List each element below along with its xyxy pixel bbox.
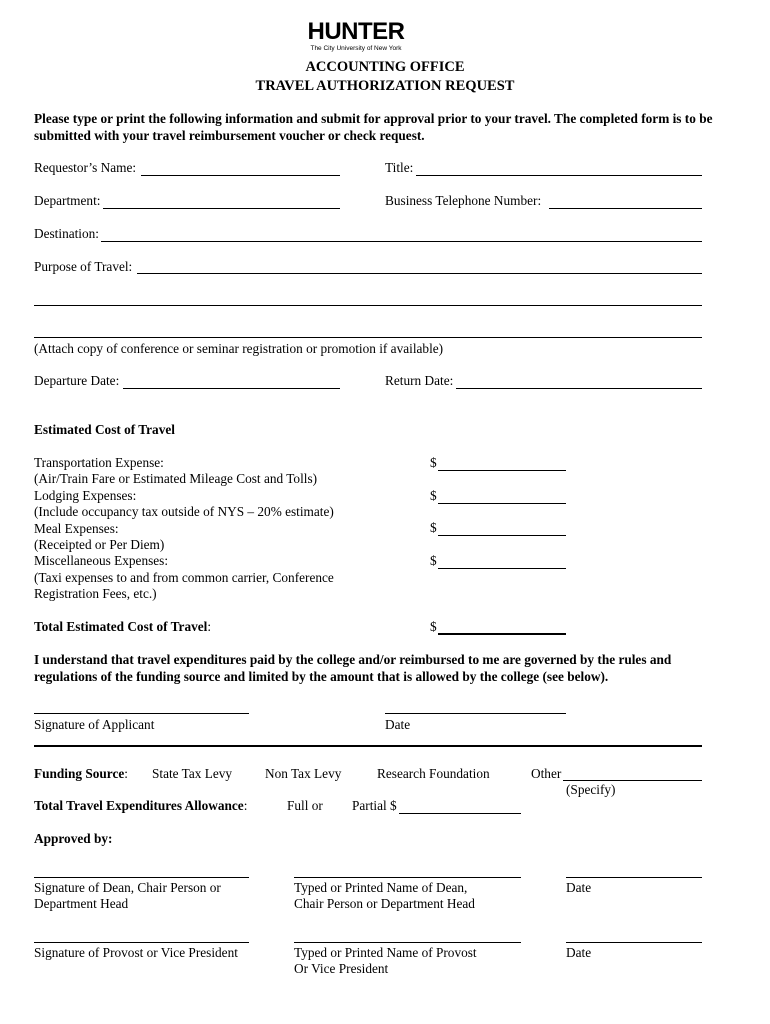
attach-note: (Attach copy of conference or seminar registration or promotion if available) <box>34 341 444 356</box>
applicant-signature-field[interactable] <box>34 697 249 714</box>
department-field[interactable] <box>103 192 340 209</box>
requestor-name-field[interactable] <box>141 159 340 176</box>
dean-date-field[interactable] <box>566 861 702 878</box>
funding-source-label <box>34 766 128 782</box>
misc-amount-field[interactable] <box>438 552 566 569</box>
provost-date-label: Date <box>566 945 592 960</box>
funding-option-other[interactable]: Other <box>531 766 562 781</box>
funding-specify-label: (Specify) <box>566 782 616 797</box>
estimated-cost-heading: Estimated Cost of Travel <box>34 422 175 437</box>
funding-source-text: Funding Source <box>34 766 125 781</box>
title-field[interactable] <box>416 159 702 176</box>
dean-signature-label-line-2: Department Head <box>34 896 129 912</box>
provost-name-label <box>294 945 477 978</box>
dean-signature-label <box>34 880 221 913</box>
applicant-signature-label: Signature of Applicant <box>34 717 155 732</box>
dean-name-label-line-2: Chair Person or Department Head <box>294 896 475 912</box>
funding-option-non-tax-levy[interactable]: Non Tax Levy <box>265 766 342 781</box>
meal-label: Meal Expenses: <box>34 520 119 536</box>
lodging-amount-field[interactable] <box>438 487 566 504</box>
requestor-name-label: Requestor’s Name: <box>34 160 137 175</box>
applicant-date-label: Date <box>385 717 411 732</box>
approved-by-heading: Approved by: <box>34 831 113 846</box>
transportation-note: (Air/Train Fare or Estimated Mileage Cost and Tolls) <box>34 471 318 487</box>
dean-name-label <box>294 880 475 913</box>
acknowledgement-statement: I understand that travel expenditures paid by the college and/or reimbursed to me are governed by the rules and regulations of the funding source and limited by the amount that is allowed by the college (see below). <box>34 652 672 684</box>
provost-name-label-line-1: Typed or Printed Name of Provost <box>294 945 477 960</box>
purpose-field-line-2[interactable] <box>34 289 702 306</box>
cost-items <box>34 455 334 603</box>
lodging-label: Lodging Expenses: <box>34 487 137 503</box>
meal-currency: $ <box>430 520 437 535</box>
funding-other-field[interactable] <box>563 764 702 781</box>
provost-name-label-line-2: Or Vice President <box>294 961 389 977</box>
total-currency: $ <box>430 619 437 634</box>
purpose-field-line-3[interactable] <box>34 321 702 338</box>
misc-label: Miscellaneous Expenses: <box>34 553 169 569</box>
total-cost-text: Total Estimated Cost of Travel <box>34 619 208 634</box>
misc-note-2: Registration Fees, etc.) <box>34 586 157 602</box>
provost-signature-field[interactable] <box>34 926 249 943</box>
allowance-colon: : <box>243 798 248 813</box>
meal-amount-field[interactable] <box>438 519 566 536</box>
dean-signature-field[interactable] <box>34 861 249 878</box>
provost-name-field[interactable] <box>294 926 521 943</box>
funding-option-state-tax-levy[interactable]: State Tax Levy <box>152 766 233 781</box>
lodging-currency: $ <box>430 488 437 503</box>
purpose-label: Purpose of Travel: <box>34 259 133 274</box>
transportation-label: Transportation Expense: <box>34 455 164 470</box>
purpose-field-line-1[interactable] <box>137 257 702 274</box>
allowance-full-or[interactable]: Full or <box>287 798 323 813</box>
departure-date-label: Departure Date: <box>34 373 120 388</box>
dean-name-field[interactable] <box>294 861 521 878</box>
funding-option-research-foundation[interactable]: Research Foundation <box>377 766 490 781</box>
dean-date-label: Date <box>566 880 592 895</box>
misc-note-1: (Taxi expenses to and from common carrier, Conference <box>34 569 334 585</box>
total-cost-colon: : <box>207 619 212 634</box>
logo-subtitle: The City University of New York <box>310 45 402 52</box>
form-title: TRAVEL AUTHORIZATION REQUEST <box>255 78 515 94</box>
transportation-currency: $ <box>430 455 437 470</box>
hunter-logo <box>300 20 412 53</box>
departure-date-field[interactable] <box>123 372 340 389</box>
meal-note: (Receipted or Per Diem) <box>34 537 165 553</box>
dean-name-label-line-1: Typed or Printed Name of Dean, <box>294 880 468 895</box>
business-phone-field[interactable] <box>549 192 702 209</box>
section-divider <box>34 745 702 747</box>
logo-wordmark: HUNTER <box>307 18 405 45</box>
return-date-field[interactable] <box>456 372 702 389</box>
total-amount-field[interactable] <box>438 617 566 635</box>
partial-amount-field[interactable] <box>399 797 521 814</box>
allowance-label <box>34 798 247 814</box>
department-label: Department: <box>34 193 101 208</box>
business-phone-label: Business Telephone Number: <box>385 193 542 208</box>
provost-signature-label: Signature of Provost or Vice President <box>34 945 238 960</box>
provost-date-field[interactable] <box>566 926 702 943</box>
office-title: ACCOUNTING OFFICE <box>305 59 465 75</box>
destination-label: Destination: <box>34 226 99 241</box>
lodging-note: (Include occupancy tax outside of NYS – 20% estimate) <box>34 504 334 520</box>
return-date-label: Return Date: <box>385 373 454 388</box>
misc-currency: $ <box>430 553 437 568</box>
dean-signature-label-line-1: Signature of Dean, Chair Person or <box>34 880 221 895</box>
intro-instructions: Please type or print the following information and submit for approval prior to your travel. The completed form is to be submitted with your travel reimbursement voucher or check request. <box>34 111 713 143</box>
applicant-date-field[interactable] <box>385 697 566 714</box>
allowance-partial[interactable]: Partial $ <box>352 798 397 813</box>
title-label: Title: <box>385 160 414 175</box>
funding-source-colon: : <box>124 766 128 781</box>
allowance-text: Total Travel Expenditures Allowance <box>34 798 244 813</box>
destination-field[interactable] <box>101 225 702 242</box>
transportation-amount-field[interactable] <box>438 454 566 471</box>
total-cost-label <box>34 619 211 635</box>
